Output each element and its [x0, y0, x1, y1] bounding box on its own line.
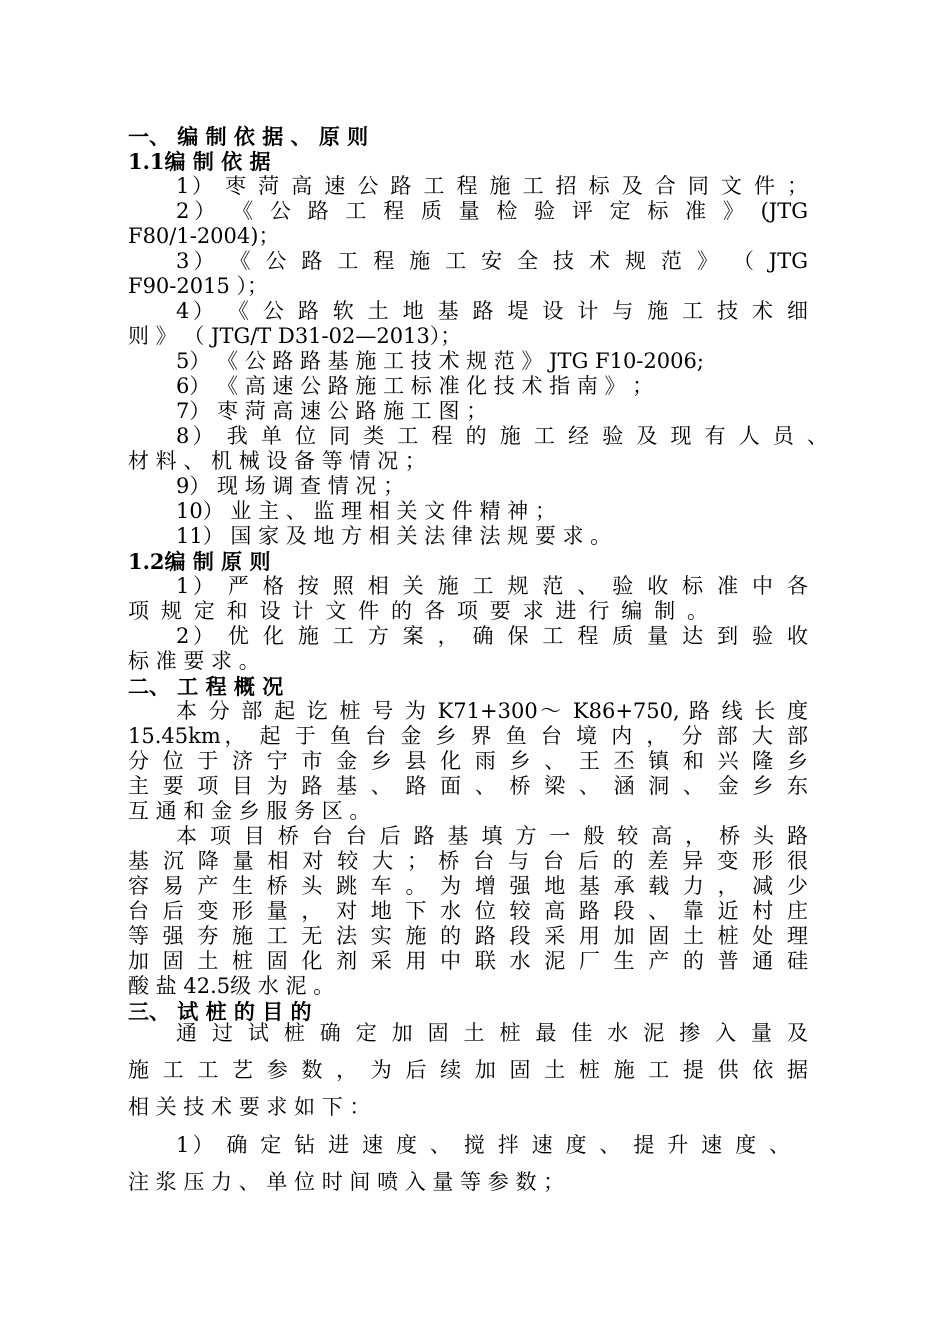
paragraph-line: 等 强 夯 施 工 无 法 实 施 的 路 段 采 用 加 固 土 桩 处 理 — [128, 924, 808, 948]
list-item: 2） 《 公 路 工 程 质 量 检 验 评 定 标 准 》 (JTG — [176, 199, 808, 223]
paragraph-line: 主 要 项 目 为 路 基 、 路 面 、 桥 梁 、 涵 洞 、 金 乡 东 — [128, 774, 808, 798]
list-item: 1） 严 格 按 照 相 关 施 工 规 范 、 验 收 标 准 中 各 — [176, 574, 808, 598]
paragraph-line: 基 沉 降 量 相 对 较 大 ； 桥 台 与 台 后 的 差 异 变 形 很 — [128, 849, 808, 873]
list-item: 4） 《 公 路 软 土 地 基 路 堤 设 计 与 施 工 技 术 细 — [176, 299, 808, 323]
list-item: 5） 《 公 路 路 基 施 工 技 术 规 范 》 JTG F10-2006; — [176, 349, 704, 373]
list-item: F90-2015 ）； — [128, 274, 269, 298]
list-item: 标 准 要 求 。 — [128, 649, 260, 673]
list-item: 1） 枣 菏 高 速 公 路 工 程 施 工 招 标 及 合 同 文 件 ； — [176, 174, 808, 198]
paragraph-line: 加 固 土 桩 固 化 剂 采 用 中 联 水 泥 厂 生 产 的 普 通 硅 — [128, 949, 808, 973]
list-item: 11） 国 家 及 地 方 相 关 法 律 法 规 要 求 。 — [176, 524, 612, 548]
paragraph-line: 相 关 技 术 要 求 如 下 ： — [128, 1095, 371, 1119]
paragraph-line: 施 工 工 艺 参 数 ， 为 后 续 加 固 土 桩 施 工 提 供 依 据 — [128, 1058, 808, 1082]
paragraph-line: 本 分 部 起 讫 桩 号 为 K71+300～ K86+750, 路 线 长 度 — [176, 699, 808, 723]
paragraph-line: 容 易 产 生 桥 头 跳 车 。 为 增 强 地 基 承 载 力 ， 减 少 — [128, 874, 808, 898]
list-item: 7） 枣 菏 高 速 公 路 施 工 图 ； — [176, 399, 488, 423]
subsection-1-2-title: 1.2编 制 原 则 — [128, 549, 271, 574]
paragraph-line: 通 过 试 桩 确 定 加 固 土 桩 最 佳 水 泥 掺 入 量 及 — [176, 1021, 808, 1045]
list-item: 8） 我 单 位 同 类 工 程 的 施 工 经 验 及 现 有 人 员 、 — [176, 424, 828, 448]
list-item: 项 规 定 和 设 计 文 件 的 各 项 要 求 进 行 编 制 。 — [128, 599, 708, 623]
paragraph-line: 1） 确 定 钻 进 速 度 、 搅 拌 速 度 、 提 升 速 度 、 — [176, 1133, 790, 1157]
paragraph-line: 本 项 目 桥 台 台 后 路 基 填 方 一 般 较 高 ， 桥 头 路 — [176, 824, 808, 848]
paragraph-line: 注 浆 压 力 、 单 位 时 间 喷 入 量 等 参 数 ； — [128, 1170, 565, 1194]
list-item: 9） 现 场 调 查 情 况 ； — [176, 474, 405, 498]
paragraph-line: 15.45km， 起 于 鱼 台 金 乡 界 鱼 台 境 内 ， 分 部 大 部 — [128, 724, 808, 748]
section-3-title: 三、 试 桩 的 目 的 — [128, 999, 312, 1024]
paragraph-line: 酸 盐 42.5级 水 泥 。 — [128, 974, 335, 998]
paragraph-line: 分 位 于 济 宁 市 金 乡 县 化 雨 乡 、 王 丕 镇 和 兴 隆 乡 — [128, 749, 808, 773]
section-2-title: 二、 工 程 概 况 — [128, 674, 284, 699]
list-item: 则 》 （ JTG/T D31-02—2013）； — [128, 324, 462, 348]
list-item: 10） 业 主 、 监 理 相 关 文 件 精 神 ； — [176, 499, 556, 523]
paragraph-line: 互 通 和 金 乡 服 务 区 。 — [128, 799, 371, 823]
paragraph-line: 台 后 变 形 量 ， 对 地 下 水 位 较 高 路 段 、 靠 近 村 庄 — [128, 899, 808, 923]
list-item: F80/1-2004)； — [128, 224, 280, 248]
section-1-title: 一、 编 制 依 据 、 原 则 — [128, 124, 369, 149]
list-item: 3） 《 公 路 工 程 施 工 安 全 技 术 规 范 》 （ JTG — [176, 249, 808, 273]
list-item: 6） 《 高 速 公 路 施 工 标 准 化 技 术 指 南 》 ； — [176, 374, 654, 398]
subsection-1-1-title: 1.1编 制 依 据 — [128, 149, 271, 174]
list-item: 材 料 、 机 械 设 备 等 情 况 ； — [128, 449, 426, 473]
list-item: 2） 优 化 施 工 方 案 ， 确 保 工 程 质 量 达 到 验 收 — [176, 624, 808, 648]
